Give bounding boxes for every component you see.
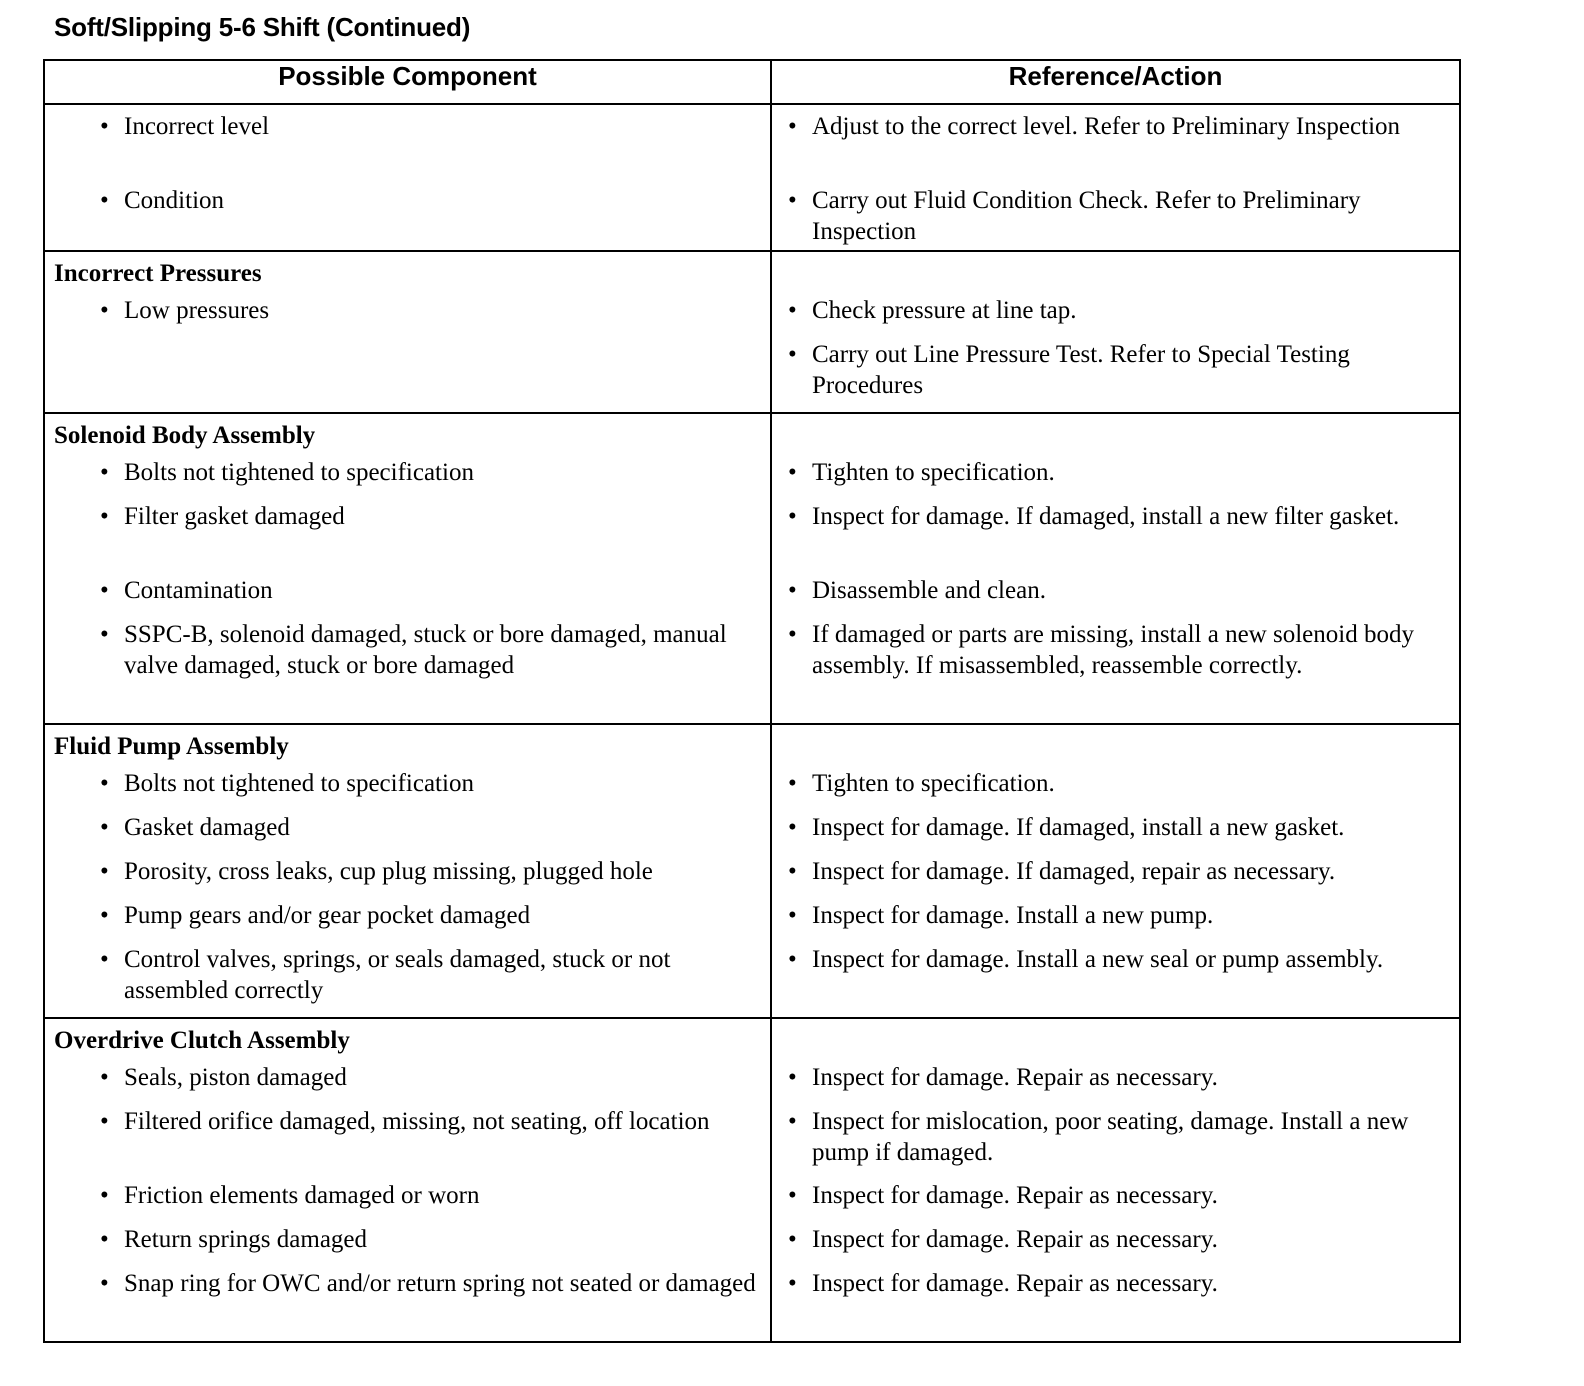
list-item: • Contamination <box>45 576 770 620</box>
list-item: • Gasket damaged <box>45 813 770 857</box>
list-item: • Bolts not tightened to specification <box>45 769 770 813</box>
table-group-overdrive-clutch <box>44 1018 1460 1342</box>
component-cell <box>44 104 771 251</box>
list-item: • Low pressures <box>45 296 770 327</box>
bullet-icon: • <box>100 1226 109 1253</box>
header-possible-component: Possible Component <box>44 60 771 104</box>
list-item: • Snap ring for OWC and/or return spring not seated or damaged <box>45 1269 770 1300</box>
bullet-icon: • <box>788 341 797 368</box>
list-item: • Inspect for damage. Repair as necessary. <box>772 1225 1459 1269</box>
list-item: • Inspect for damage. If damaged, install a new gasket. <box>772 813 1459 857</box>
bullet-icon: • <box>100 297 109 324</box>
component-cell <box>44 413 771 724</box>
list-item: • Carry out Fluid Condition Check. Refer to Preliminary Inspection <box>788 187 1361 245</box>
action-cell <box>771 724 1460 1018</box>
list-item: • Inspect for mislocation, poor seating, damage. Install a new pump if damaged. <box>788 1108 1409 1166</box>
bullet-icon: • <box>100 1064 109 1091</box>
list-item: • Disassemble and clean. <box>772 576 1459 620</box>
list-item: • Incorrect level <box>45 105 770 179</box>
bullet-icon: • <box>788 902 797 929</box>
bullet-icon: • <box>788 503 797 530</box>
page-title: Soft/Slipping 5-6 Shift (Continued) <box>54 12 471 42</box>
list-item: • Bolts not tightened to specification <box>45 458 770 502</box>
list-item: • Return springs damaged <box>45 1225 770 1269</box>
diagnosis-table <box>43 59 1461 1343</box>
list-item: • Check pressure at line tap. <box>772 296 1459 340</box>
bullet-icon: • <box>788 577 797 604</box>
bullet-icon: • <box>788 459 797 486</box>
list-item: • Filter gasket damaged <box>45 502 770 576</box>
list-item: • Porosity, cross leaks, cup plug missing, plugged hole <box>45 857 770 901</box>
bullet-icon: • <box>100 621 109 648</box>
list-item: • Inspect for damage. Repair as necessary. <box>772 1063 1459 1107</box>
list-item: • Condition <box>45 179 770 217</box>
bullet-icon: • <box>788 814 797 841</box>
bullet-icon: • <box>788 770 797 797</box>
list-item: • Filtered orifice damaged, missing, not seating, off location <box>45 1107 770 1181</box>
list-item: • If damaged or parts are missing, install a new solenoid body assembly. If misassembled, reassemble correctly. <box>788 621 1414 679</box>
bullet-icon: • <box>100 187 109 214</box>
list-item: • Inspect for damage. Repair as necessary. <box>772 1181 1459 1225</box>
action-cell <box>771 251 1460 413</box>
list-item: • Tighten to specification. <box>772 769 1459 813</box>
table-group-solenoid-body <box>44 413 1460 724</box>
component-cell <box>44 1018 771 1342</box>
table-header-row <box>44 60 1460 104</box>
bullet-icon: • <box>788 946 797 973</box>
bullet-icon: • <box>100 946 109 973</box>
list-item: • Seals, piston damaged <box>45 1063 770 1107</box>
bullet-icon: • <box>788 297 797 324</box>
list-item: • Inspect for damage. If damaged, repair as necessary. <box>772 857 1459 901</box>
bullet-icon: • <box>100 770 109 797</box>
bullet-icon: • <box>788 1064 797 1091</box>
table-group-incorrect-pressures <box>44 251 1460 413</box>
section-title: Overdrive Clutch Assembly <box>54 1027 350 1054</box>
bullet-icon: • <box>788 858 797 885</box>
section-title: Solenoid Body Assembly <box>54 422 316 449</box>
bullet-icon: • <box>788 113 797 140</box>
bullet-icon: • <box>100 902 109 929</box>
list-item: • Inspect for damage. Install a new seal or pump assembly. <box>772 945 1459 976</box>
component-cell <box>44 724 771 1018</box>
bullet-icon: • <box>788 1108 797 1135</box>
section-title: Fluid Pump Assembly <box>54 733 289 760</box>
bullet-icon: • <box>100 503 109 530</box>
bullet-icon: • <box>100 1270 109 1297</box>
list-item: • Adjust to the correct level. Refer to Preliminary Inspection <box>772 105 1459 179</box>
list-item: • Friction elements damaged or worn <box>45 1181 770 1225</box>
list-item: • Pump gears and/or gear pocket damaged <box>45 901 770 945</box>
bullet-icon: • <box>788 1226 797 1253</box>
action-cell <box>771 1018 1460 1342</box>
bullet-icon: • <box>788 621 797 648</box>
action-cell <box>771 104 1460 251</box>
header-reference-action: Reference/Action <box>771 60 1460 104</box>
bullet-icon: • <box>788 1270 797 1297</box>
bullet-icon: • <box>100 1108 109 1135</box>
bullet-icon: • <box>788 1182 797 1209</box>
list-item: • Control valves, springs, or seals damaged, stuck or not assembled correctly <box>100 946 671 1004</box>
bullet-icon: • <box>100 1182 109 1209</box>
bullet-icon: • <box>100 577 109 604</box>
list-item: • Inspect for damage. Install a new pump. <box>772 901 1459 945</box>
list-item: • Tighten to specification. <box>772 458 1459 502</box>
list-item: • Carry out Line Pressure Test. Refer to Special Testing Procedures <box>788 341 1350 399</box>
action-cell <box>771 413 1460 724</box>
bullet-icon: • <box>100 858 109 885</box>
table-group-fluid-pump <box>44 724 1460 1018</box>
bullet-icon: • <box>100 814 109 841</box>
list-item: • Inspect for damage. If damaged, install a new filter gasket. <box>772 502 1459 576</box>
list-item: • SSPC-B, solenoid damaged, stuck or bore damaged, manual valve damaged, stuck or bore damaged <box>100 621 727 679</box>
table-group-fluid <box>44 104 1460 251</box>
bullet-icon: • <box>100 113 109 140</box>
bullet-icon: • <box>100 459 109 486</box>
section-title: Incorrect Pressures <box>54 260 262 287</box>
component-cell <box>44 251 771 413</box>
list-item: • Inspect for damage. Repair as necessary. <box>772 1269 1459 1300</box>
bullet-icon: • <box>788 187 797 214</box>
